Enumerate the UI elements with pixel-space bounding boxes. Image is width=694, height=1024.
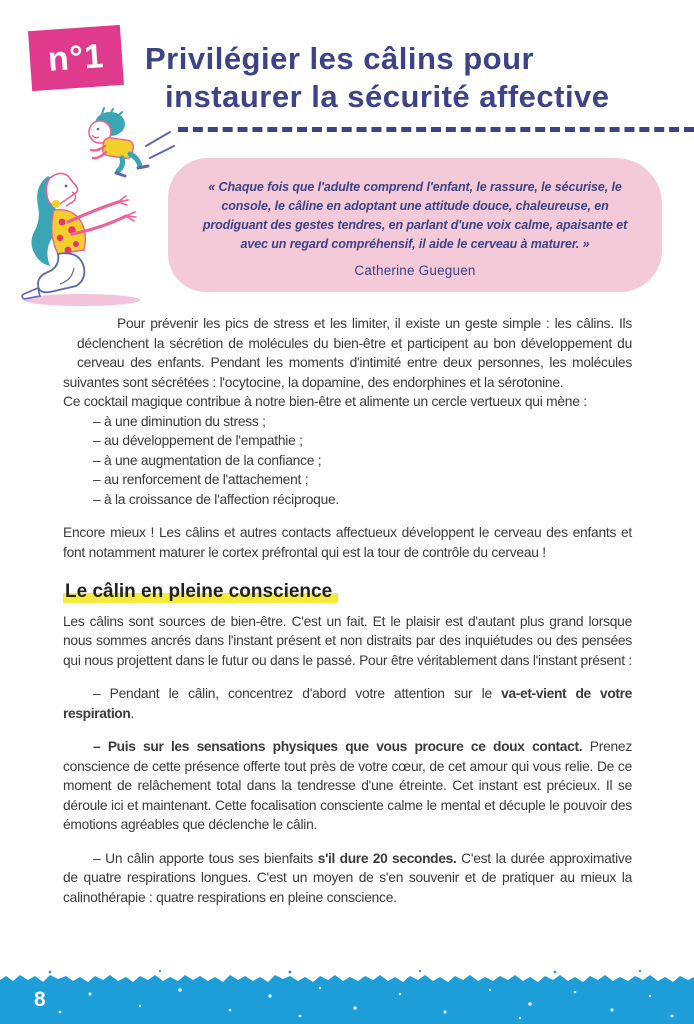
footer-crayon-band [0, 966, 694, 1024]
list-item: – à une diminution du stress ; [93, 413, 266, 429]
quote-author: Catherine Gueguen [354, 263, 476, 278]
footer-edge-flecks [49, 970, 642, 974]
body-text [63, 314, 632, 907]
section-bullet-1: – Pendant le câlin, concentrez d'abord votre attention sur le va-et-vient de votre respiration. [63, 686, 632, 721]
chapter-number: n°1 [46, 36, 106, 79]
page-footer [0, 966, 694, 1024]
section-heading [63, 582, 632, 602]
quote-bubble [168, 158, 662, 292]
page-title-line2: instaurer la sécurité affective [165, 79, 610, 114]
list-item: – à la croissance de l'affection réciproque. [93, 491, 340, 507]
dashed-divider [178, 127, 694, 132]
intro-paragraph-1: Pour prévenir les pics de stress et les limiter, il existe un geste simple : les câlins. Ils déclenchent la sécrétion de molécules du bien-être et participent au bon développement du cerveau des enfants. Pendant les moments d'intimité entre deux personnes, les molécules suivantes sont sécrétées : l'ocytocine, la dopamine, des endorphines et la sérotonine. [63, 316, 632, 390]
section-bullet-2: – Puis sur les sensations physiques que vous procure ce doux contact. Prenez conscience de cette présence offerte tout près de votre cœur, de cet amour qui vous relie. De ce moment de relâchement total dans la tendresse d'une étreinte. Cet instant est précieux. Il se déroule ici et maintenant. Cette focalisation consciente calme le mental et décuple le pouvoir des émotions agréables que déclenche le câlin. [63, 739, 632, 832]
chapter-number-badge [28, 25, 124, 91]
section-paragraph-1: Les câlins sont sources de bien-être. C'est un fait. Et le plaisir est d'autant plus grand lorsque nous sommes ancrés dans l'instant présent et non distraits par des inquiétudes ou des pensées qui nous projettent dans le futur ou dans le passé. Pour être véritablement dans l'instant présent : [63, 613, 632, 668]
motion-lines-icon [146, 132, 174, 158]
page-title [145, 40, 694, 116]
wrap-spacer [63, 314, 77, 354]
quote-text: « Chaque fois que l'adulte comprend l'enfant, le rassure, le sécurise, le console, le câline en adoptant une attitude douce, chaleureuse, en prodiguant des gestes tendres, en parlant d'une voix calme, apaisante et avec un regard compréhensif, il aide le cerveau à maturer. » [202, 180, 628, 251]
mother-figure [22, 173, 136, 299]
ground-shadow-shape [24, 294, 140, 306]
list-item: – au développement de l'empathie ; [93, 433, 303, 448]
section-heading-highlight: Le câlin en pleine conscience [63, 581, 338, 604]
list-item: – à une augmentation de la confiance ; [93, 452, 322, 468]
section-bullet-3: – Un câlin apporte tous ses bienfaits s'il dure 20 secondes. C'est la durée approximative de quatre respirations longues. C'est un moyen de s'en souvenir et de pratiquer au mieux la calinothérapie : quatre respirations en pleine conscience. [63, 850, 633, 905]
page-title-line1: Privilégier les câlins pour [145, 41, 535, 76]
benefits-list [63, 412, 632, 510]
intro-paragraph-2: Ce cocktail magique contribue à notre bien-être et alimente un cercle vertueux qui mène : [63, 394, 587, 409]
parent-child-hug-illustration [10, 106, 180, 311]
intro-paragraph-3: Encore mieux ! Les câlins et autres contacts affectueux développent le cerveau des enfants et font notamment maturer le cortex préfrontal qui est la tour de contrôle du cerveau ! [63, 525, 632, 560]
list-item: – au renforcement de l'attachement ; [93, 472, 309, 487]
child-figure [89, 108, 148, 176]
page-number: 8 [34, 988, 46, 1011]
